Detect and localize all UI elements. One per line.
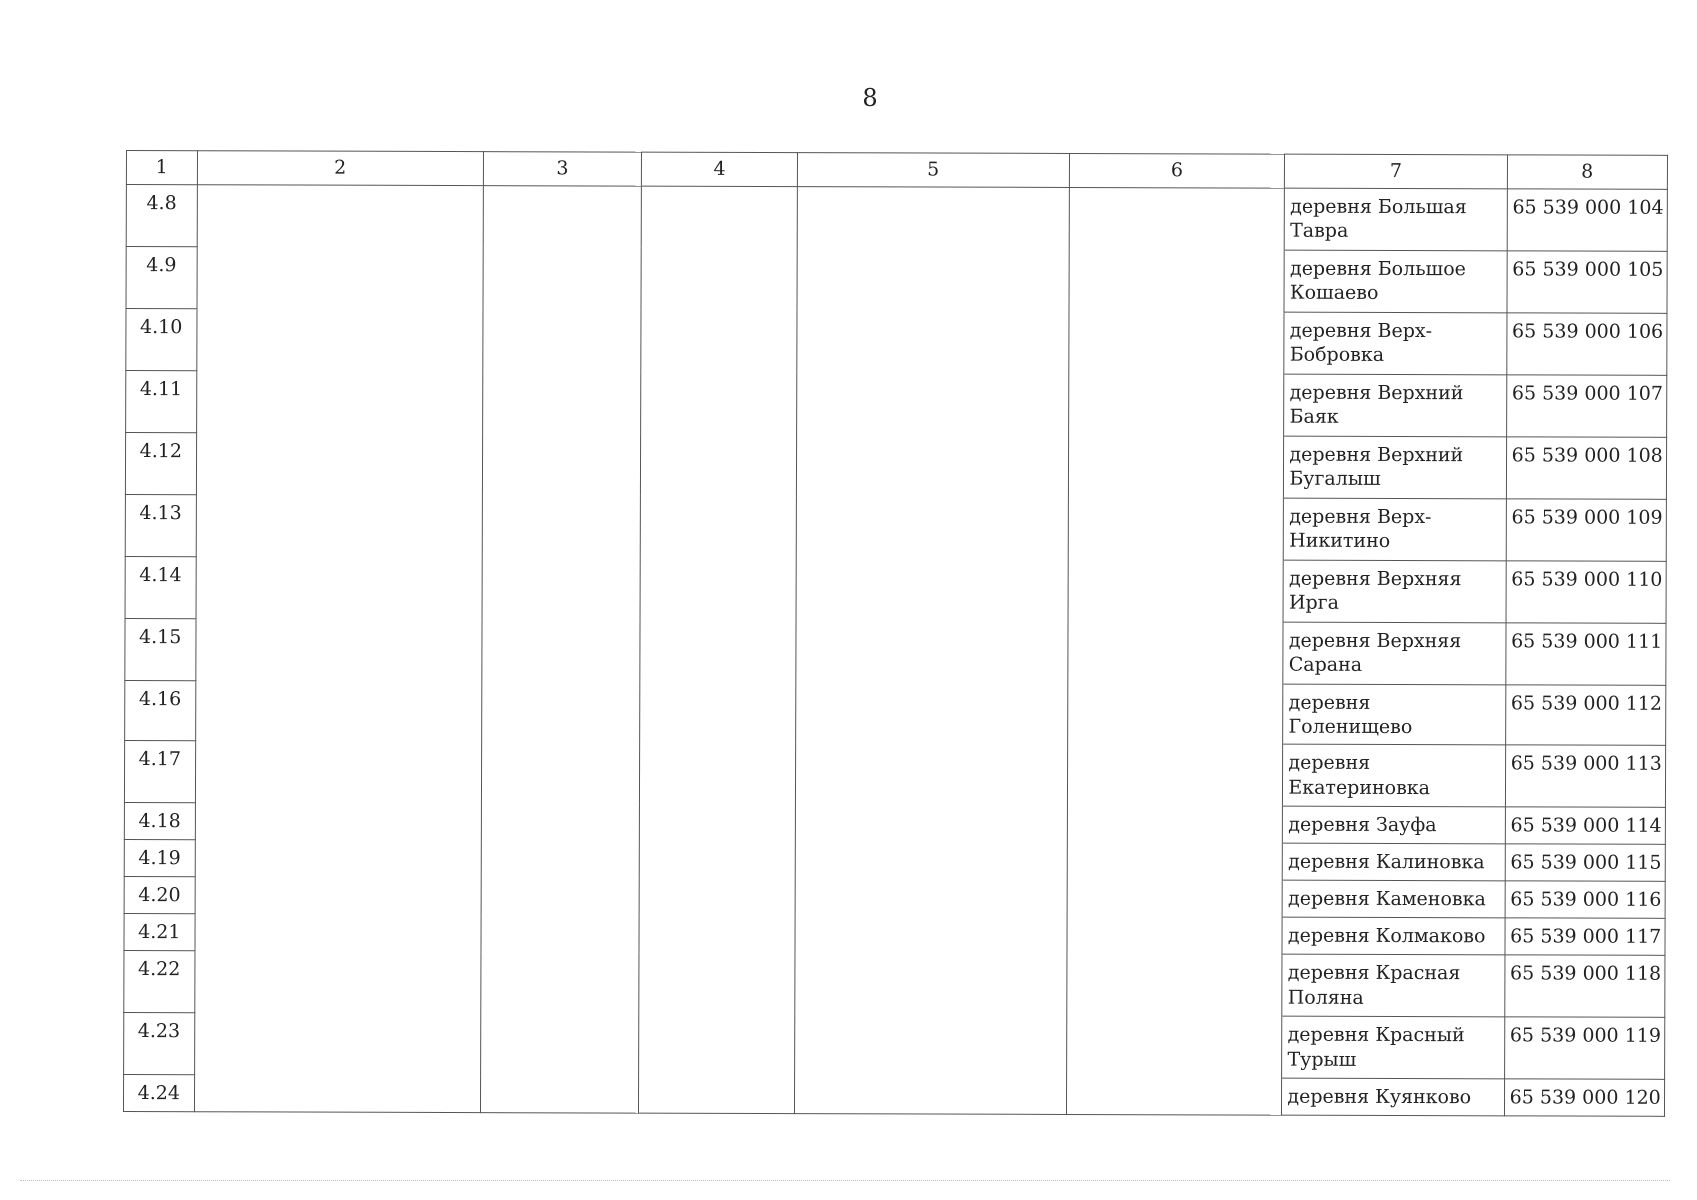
empty-cell [483, 309, 641, 371]
empty-cell [194, 951, 481, 1014]
empty-cell [1067, 880, 1283, 918]
row-number: 4.17 [124, 741, 195, 803]
empty-cell [195, 680, 482, 741]
empty-cell [639, 878, 795, 915]
settlement-name: деревня Голенищево [1283, 684, 1505, 745]
settlement-name: деревня Зауфа [1283, 806, 1505, 844]
row-number: 4.18 [124, 803, 195, 840]
row-number: 4.10 [126, 308, 197, 370]
row-number: 4.20 [124, 877, 195, 914]
row-number: 4.12 [125, 432, 196, 494]
column-header: 8 [1507, 155, 1667, 189]
column-header: 1 [126, 151, 197, 185]
empty-cell [795, 842, 1067, 880]
table-row [126, 246, 1667, 313]
table-row [124, 840, 1665, 882]
empty-cell [795, 879, 1067, 917]
row-number: 4.8 [126, 184, 197, 246]
empty-cell [480, 1014, 638, 1076]
column-header: 6 [1069, 153, 1285, 187]
empty-cell [639, 915, 795, 952]
scan-edge-line [20, 1180, 1670, 1181]
row-number: 4.14 [125, 556, 196, 618]
empty-cell [483, 247, 641, 309]
column-header: 7 [1285, 154, 1507, 188]
empty-cell [481, 915, 639, 952]
table-row [126, 370, 1667, 437]
settlement-code: 65 539 000 119 [1504, 1017, 1665, 1080]
empty-cell [482, 495, 640, 557]
table-row [124, 877, 1665, 919]
empty-cell [197, 184, 484, 247]
empty-cell [194, 1013, 481, 1076]
table-row [124, 803, 1665, 845]
table-row [124, 741, 1665, 808]
row-number: 4.9 [126, 246, 197, 308]
empty-cell [796, 743, 1068, 806]
empty-cell [639, 1014, 795, 1076]
settlement-code: 65 539 000 118 [1504, 955, 1665, 1018]
empty-cell [194, 1075, 481, 1113]
table-row [125, 680, 1666, 745]
empty-cell [1068, 559, 1284, 622]
empty-cell [797, 186, 1069, 249]
row-number: 4.23 [124, 1013, 195, 1075]
empty-cell [1069, 187, 1285, 250]
empty-cell [640, 620, 796, 682]
settlement-code: 65 539 000 120 [1504, 1079, 1664, 1117]
settlement-code: 65 539 000 116 [1505, 881, 1665, 919]
settlement-name: деревня Куянково [1282, 1078, 1504, 1116]
empty-cell [641, 310, 797, 372]
table-row [124, 914, 1665, 956]
settlement-name: деревня Колмаково [1282, 917, 1504, 955]
empty-cell [641, 186, 797, 248]
row-number: 4.19 [124, 840, 195, 877]
empty-cell [481, 742, 639, 804]
empty-cell [1068, 435, 1284, 498]
empty-cell [196, 432, 483, 495]
row-number: 4.11 [126, 370, 197, 432]
empty-cell [640, 682, 796, 743]
table-row [125, 556, 1666, 623]
empty-cell [1067, 621, 1283, 684]
empty-cell [641, 248, 797, 310]
settlement-name: деревня Красная Поляна [1282, 954, 1504, 1017]
header-row [126, 151, 1667, 190]
empty-cell [639, 804, 795, 841]
settlement-name: деревня Верхняя Сарана [1283, 622, 1505, 685]
empty-cell [481, 804, 639, 841]
table-row [125, 618, 1666, 685]
empty-cell [640, 558, 796, 620]
row-number: 4.13 [125, 494, 196, 556]
empty-cell [1067, 843, 1283, 881]
settlement-code: 65 539 000 110 [1506, 561, 1667, 624]
empty-cell [1069, 249, 1285, 312]
settlement-code: 65 539 000 108 [1506, 437, 1667, 500]
settlement-code: 65 539 000 106 [1506, 313, 1667, 376]
row-number: 4.16 [125, 680, 196, 741]
empty-cell [195, 741, 482, 804]
empty-cell [482, 681, 640, 742]
settlement-code: 65 539 000 105 [1507, 251, 1668, 314]
empty-cell [481, 952, 639, 1014]
empty-cell [196, 308, 483, 371]
empty-cell [795, 916, 1067, 954]
empty-cell [1068, 497, 1284, 560]
empty-cell [797, 372, 1069, 435]
table-row [124, 1013, 1665, 1080]
empty-cell [481, 841, 639, 878]
table-body [123, 184, 1667, 1116]
empty-cell [1067, 744, 1283, 807]
empty-cell [480, 1076, 638, 1113]
empty-cell [795, 1015, 1067, 1078]
empty-cell [195, 803, 482, 841]
empty-cell [1066, 954, 1282, 1017]
settlement-code: 65 539 000 113 [1505, 745, 1666, 808]
settlement-code: 65 539 000 111 [1505, 623, 1666, 686]
settlement-name: деревня Верхний Бугалыш [1284, 436, 1506, 499]
settlements-table [123, 150, 1668, 1117]
empty-cell [639, 1076, 795, 1113]
empty-cell [196, 370, 483, 433]
empty-cell [481, 878, 639, 915]
row-number: 4.21 [124, 914, 195, 951]
empty-cell [796, 620, 1068, 683]
empty-cell [797, 248, 1069, 311]
empty-cell [195, 877, 482, 915]
table-row [125, 432, 1666, 499]
empty-cell [796, 496, 1068, 559]
empty-cell [1066, 1078, 1282, 1116]
row-number: 4.22 [124, 951, 195, 1013]
settlement-code: 65 539 000 109 [1506, 499, 1667, 562]
empty-cell [640, 496, 796, 558]
empty-cell [196, 556, 483, 619]
settlement-name: деревня Верх-Никитино [1284, 498, 1506, 561]
empty-cell [1068, 311, 1284, 374]
empty-cell [482, 433, 640, 495]
table-row [123, 1075, 1664, 1117]
empty-cell [196, 494, 483, 557]
empty-cell [483, 371, 641, 433]
page-number: 8 [862, 84, 878, 112]
table-row [124, 951, 1665, 1018]
settlement-code: 65 539 000 107 [1506, 375, 1667, 438]
settlement-name: деревня Калиновка [1283, 843, 1505, 881]
empty-cell [195, 618, 482, 681]
empty-cell [195, 840, 482, 878]
empty-cell [795, 1077, 1067, 1115]
empty-cell [796, 434, 1068, 497]
empty-cell [640, 434, 796, 496]
empty-cell [1066, 1016, 1282, 1079]
empty-cell [640, 742, 796, 804]
empty-cell [482, 619, 640, 681]
empty-cell [197, 246, 484, 309]
column-header: 2 [197, 151, 483, 186]
empty-cell [639, 841, 795, 878]
settlement-code: 65 539 000 115 [1505, 844, 1665, 882]
table-row [125, 494, 1666, 561]
settlement-name: деревня Каменовка [1282, 880, 1504, 918]
settlement-name: деревня Большое Кошаево [1284, 250, 1506, 313]
settlement-code: 65 539 000 117 [1505, 918, 1665, 956]
empty-cell [796, 558, 1068, 621]
settlement-code: 65 539 000 112 [1505, 685, 1666, 746]
empty-cell [482, 557, 640, 619]
row-number: 4.15 [125, 618, 196, 680]
settlement-name: деревня Верхняя Ирга [1283, 560, 1505, 623]
row-number: 4.24 [123, 1075, 194, 1112]
empty-cell [1068, 373, 1284, 436]
settlement-name: деревня Верхний Баяк [1284, 374, 1506, 437]
empty-cell [1067, 683, 1283, 744]
table-row [126, 184, 1667, 251]
empty-cell [483, 185, 641, 247]
settlement-name: деревня Екатериновка [1283, 744, 1505, 807]
empty-cell [1066, 917, 1282, 955]
empty-cell [797, 310, 1069, 373]
empty-cell [195, 914, 482, 952]
empty-cell [1067, 806, 1283, 844]
settlement-name: деревня Большая Тавра [1285, 188, 1507, 251]
settlement-name: деревня Красный Турыш [1282, 1016, 1504, 1079]
settlement-name: деревня Верх-Бобровка [1284, 312, 1506, 375]
table-row [126, 308, 1667, 375]
settlement-code: 65 539 000 114 [1505, 807, 1665, 845]
empty-cell [795, 805, 1067, 843]
column-header: 5 [797, 153, 1069, 188]
settlement-code: 65 539 000 104 [1507, 189, 1668, 252]
column-header: 4 [641, 152, 797, 186]
empty-cell [795, 953, 1067, 1016]
empty-cell [796, 682, 1068, 743]
empty-cell [641, 372, 797, 434]
empty-cell [639, 952, 795, 1014]
column-header: 3 [483, 152, 641, 186]
